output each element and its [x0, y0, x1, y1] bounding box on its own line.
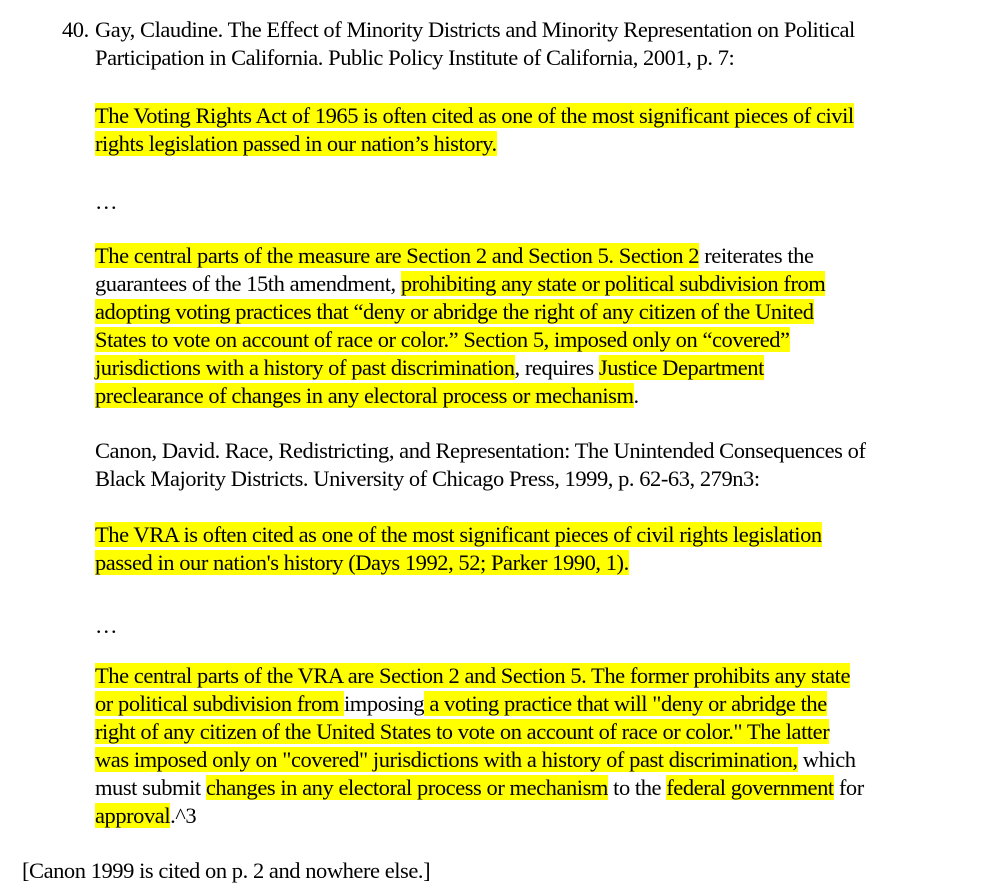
highlighted-text: rights legislation passed in our nation’s history.: [95, 131, 497, 156]
plain-text: , requires: [514, 355, 599, 380]
quote-gay-1-line-1: [95, 102, 854, 130]
highlighted-text: approval: [95, 803, 171, 828]
highlighted-text: changes in any electoral process or mechanism: [205, 775, 608, 800]
highlighted-text: The Voting Rights Act of 1965 is often cited as one of the most significant pieces of civil: [95, 103, 854, 128]
quote-gay-2-line-6: [95, 382, 639, 410]
quote-gay-1-line-2: [95, 130, 497, 158]
highlighted-text: was imposed only on "covered" jurisdictions with a history of past discrimination,: [95, 747, 798, 772]
quote-canon-2-line-5: [95, 774, 864, 802]
quote-canon-2-line-2: [95, 690, 827, 718]
plain-text: must submit: [95, 775, 206, 800]
highlighted-text: prohibiting any state or political subdivision from: [400, 271, 826, 296]
plain-text: reiterates the: [699, 243, 814, 268]
highlighted-text: or political subdivision from: [95, 691, 344, 716]
highlighted-text: federal government: [666, 775, 834, 800]
plain-text: to the: [607, 775, 667, 800]
quote-gay-2-line-5: [95, 354, 764, 382]
ellipsis: …: [95, 613, 118, 638]
highlighted-text: right of any citizen of the United States to vote on account of race or color." The latter: [95, 719, 830, 744]
quote-canon-1-line-1: [95, 521, 822, 549]
highlighted-text: Justice Department: [598, 355, 764, 380]
highlighted-text: States to vote on account of race or color.” Section 5, imposed only on “covered”: [95, 327, 790, 352]
quote-canon-2-line-4: [95, 746, 856, 774]
plain-text: for: [833, 775, 864, 800]
plain-text: guarantees of the 15th amendment,: [95, 271, 401, 296]
highlighted-text: passed in our nation's history (Days 1992, 52; Parker 1990, 1).: [95, 550, 629, 575]
quote-gay-2-line-4: [95, 326, 790, 354]
plain-text: .: [633, 383, 639, 408]
quote-canon-2-line-3: [95, 718, 829, 746]
citation-gay-line-1: Gay, Claudine. The Effect of Minority Districts and Minority Representation on Political: [95, 17, 855, 42]
entry-number: 40.: [62, 17, 89, 42]
citation-canon-line-2: Black Majority Districts. University of Chicago Press, 1999, p. 62-63, 279n3:: [95, 466, 760, 491]
quote-gay-2-line-2: [95, 270, 825, 298]
footnote: [Canon 1999 is cited on p. 2 and nowhere else.]: [22, 858, 431, 883]
plain-text: imposing: [343, 691, 425, 716]
quote-canon-2-line-6: [95, 802, 196, 830]
ellipsis: …: [95, 189, 118, 214]
highlighted-text: jurisdictions with a history of past discrimination: [95, 355, 515, 380]
quote-canon-2-line-1: [95, 662, 850, 690]
highlighted-text: The central parts of the measure are Section 2 and Section 5. Section 2: [95, 243, 700, 268]
highlighted-text: The VRA is often cited as one of the most significant pieces of civil rights legislation: [95, 522, 822, 547]
plain-text: .^3: [170, 803, 197, 828]
highlighted-text: The central parts of the VRA are Section 2 and Section 5. The former prohibits any state: [95, 663, 850, 688]
citation-gay-line-2: Participation in California. Public Policy Institute of California, 2001, p. 7:: [95, 45, 735, 70]
quote-gay-2-line-3: [95, 298, 814, 326]
highlighted-text: a voting practice that will "deny or abridge the: [424, 691, 827, 716]
highlighted-text: adopting voting practices that “deny or abridge the right of any citizen of the United: [95, 299, 814, 324]
plain-text: which: [797, 747, 856, 772]
quote-gay-2-line-1: [95, 242, 814, 270]
highlighted-text: preclearance of changes in any electoral process or mechanism: [95, 383, 634, 408]
quote-canon-1-line-2: [95, 549, 629, 577]
citation-canon-line-1: Canon, David. Race, Redistricting, and Representation: The Unintended Consequences of: [95, 438, 866, 463]
